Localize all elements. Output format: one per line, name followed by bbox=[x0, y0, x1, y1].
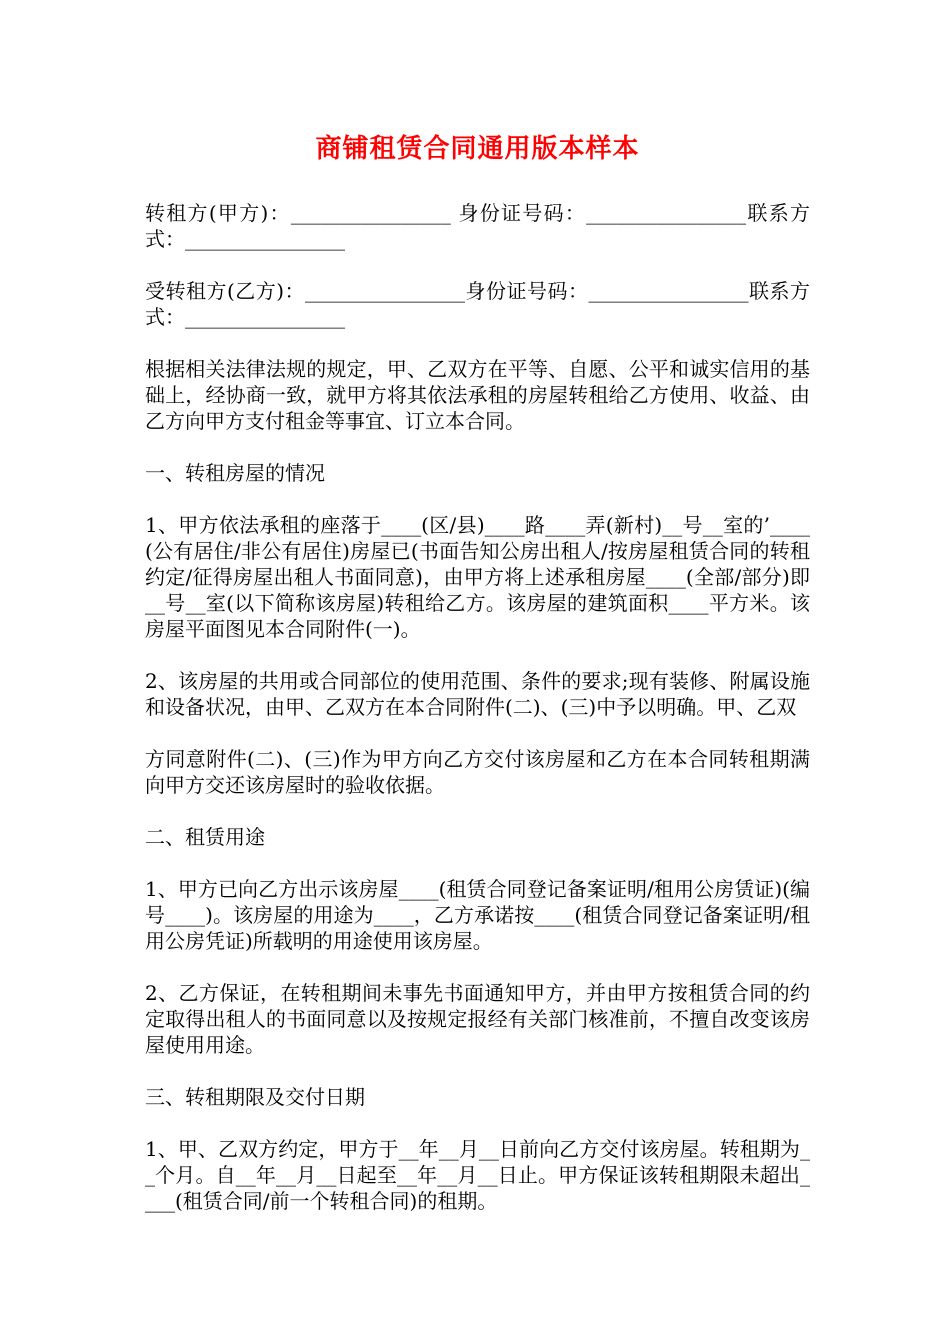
section-heading-2: 二、租赁用途 bbox=[145, 825, 265, 849]
clause-1-2: 2、该房屋的共用或合同部位的使用范围、条件的要求;现有装修、附属设施和设备状况，由甲、乙双方在本合同附件(二)、(三)中予以明确。甲、乙双 bbox=[145, 669, 810, 719]
preamble-paragraph: 根据相关法律法规的规定，甲、乙双方在平等、自愿、公平和诚实信用的基础上，经协商一致，就甲方将其依法承租的房屋转租给乙方使用、收益、由乙方向甲方支付租金等事宜、订立本合同。 bbox=[145, 357, 810, 433]
clause-3-1: 1、甲、乙双方约定，甲方于__年__月__日前向乙方交付该房屋。转租期为__个月。自__年__月__日起至__年__月__日止。甲方保证该转租期限未超出____(租赁合同/前一个转租合同)的租期。 bbox=[145, 1137, 810, 1213]
clause-1-2-continued: 方同意附件(二)、(三)作为甲方向乙方交付该房屋和乙方在本合同转租期满向甲方交还该房屋时的验收依据。 bbox=[145, 747, 810, 797]
party-a-info: 转租方(甲方)：________________ 身份证号码：________________联系方式：________________ bbox=[145, 201, 810, 251]
document-title: 商铺租赁合同通用版本样本 bbox=[315, 134, 640, 164]
clause-2-1: 1、甲方已向乙方出示该房屋____(租赁合同登记备案证明/租用公房赁证)(编号____)。该房屋的用途为____，乙方承诺按____(租赁合同登记备案证明/租用公房凭证)所载明的用途使用该房屋。 bbox=[145, 877, 810, 953]
clause-1-1: 1、甲方依法承租的座落于____(区/县)____路____弄(新村)__号__室的’____(公有居住/非公有居住)房屋已(书面告知公房出租人/按房屋租赁合同的转租约定/征得房屋出租人书面同意)，由甲方将上述承租房屋____(全部/部分)即__号__室(以下简称该房屋)转租给乙方。该房屋的建筑面积____平方米。该房屋平面图见本合同附件(一)。 bbox=[145, 513, 810, 641]
document-body bbox=[145, 200, 810, 1240]
clause-2-2: 2、乙方保证，在转租期间未事先书面通知甲方，并由甲方按租赁合同的约定取得出租人的书面同意以及按规定报经有关部门核准前，不擅自改变该房屋使用用途。 bbox=[145, 981, 810, 1057]
section-heading-3: 三、转租期限及交付日期 bbox=[145, 1085, 365, 1109]
party-b-info: 受转租方(乙方)：________________身份证号码：________________联系方式：________________ bbox=[145, 279, 810, 329]
section-heading-1: 一、转租房屋的情况 bbox=[145, 461, 325, 485]
